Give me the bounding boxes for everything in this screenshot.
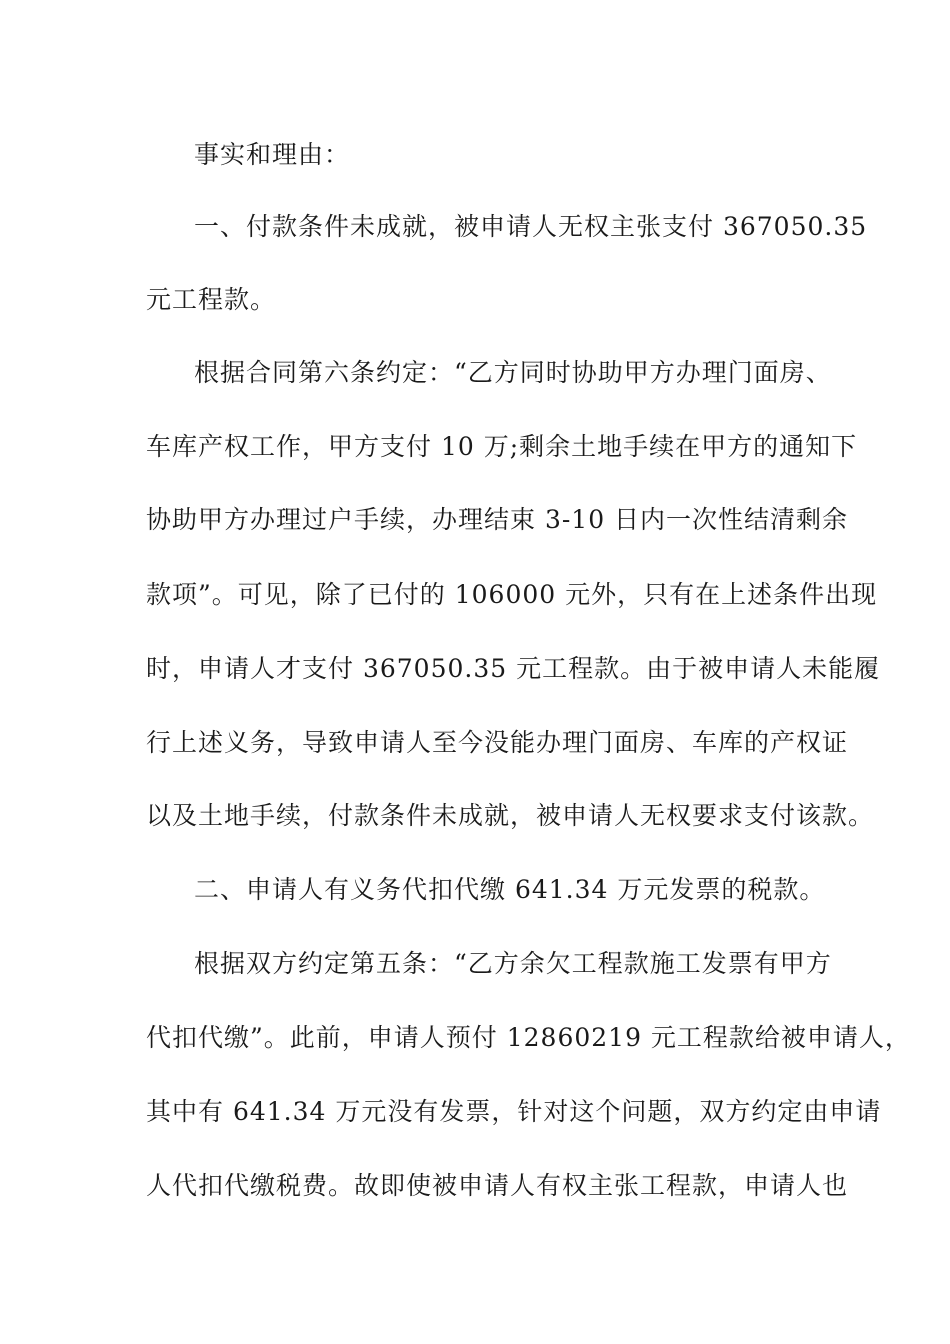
paragraph-line: 行上述义务，导致申请人至今没能办理门面房、车库的产权证: [146, 728, 849, 757]
paragraph-line: 元工程款。: [146, 285, 277, 314]
paragraph-line: 款项”。可见，除了已付的 106000 元外，只有在上述条件出现: [146, 580, 878, 609]
paragraph-line: 二、申请人有义务代扣代缴 641.34 万元发票的税款。: [194, 875, 826, 904]
paragraph-line: 时，申请人才支付 367050.35 元工程款。由于被申请人未能履: [146, 654, 881, 683]
paragraph-line: 一、付款条件未成就，被申请人无权主张支付 367050.35: [194, 212, 868, 241]
paragraph-line: 协助甲方办理过户手续，办理结束 3-10 日内一次性结清剩余: [146, 505, 849, 534]
paragraph-line: 其中有 641.34 万元没有发票，针对这个问题，双方约定由申请: [146, 1097, 882, 1126]
paragraph-line: 代扣代缴”。此前，申请人预付 12860219 元工程款给被申请人，: [146, 1023, 911, 1052]
paragraph-line: 根据双方约定第五条：“乙方余欠工程款施工发票有甲方: [194, 949, 832, 978]
paragraph-line: 车库产权工作，甲方支付 10 万;剩余土地手续在甲方的通知下: [146, 432, 858, 461]
paragraph-line: 以及土地手续，付款条件未成就，被申请人无权要求支付该款。: [146, 801, 875, 830]
section-heading-facts: 事实和理由：: [194, 140, 351, 169]
paragraph-line: 根据合同第六条约定：“乙方同时协助甲方办理门面房、: [194, 358, 832, 387]
paragraph-line: 人代扣代缴税费。故即使被申请人有权主张工程款，申请人也: [146, 1171, 849, 1200]
